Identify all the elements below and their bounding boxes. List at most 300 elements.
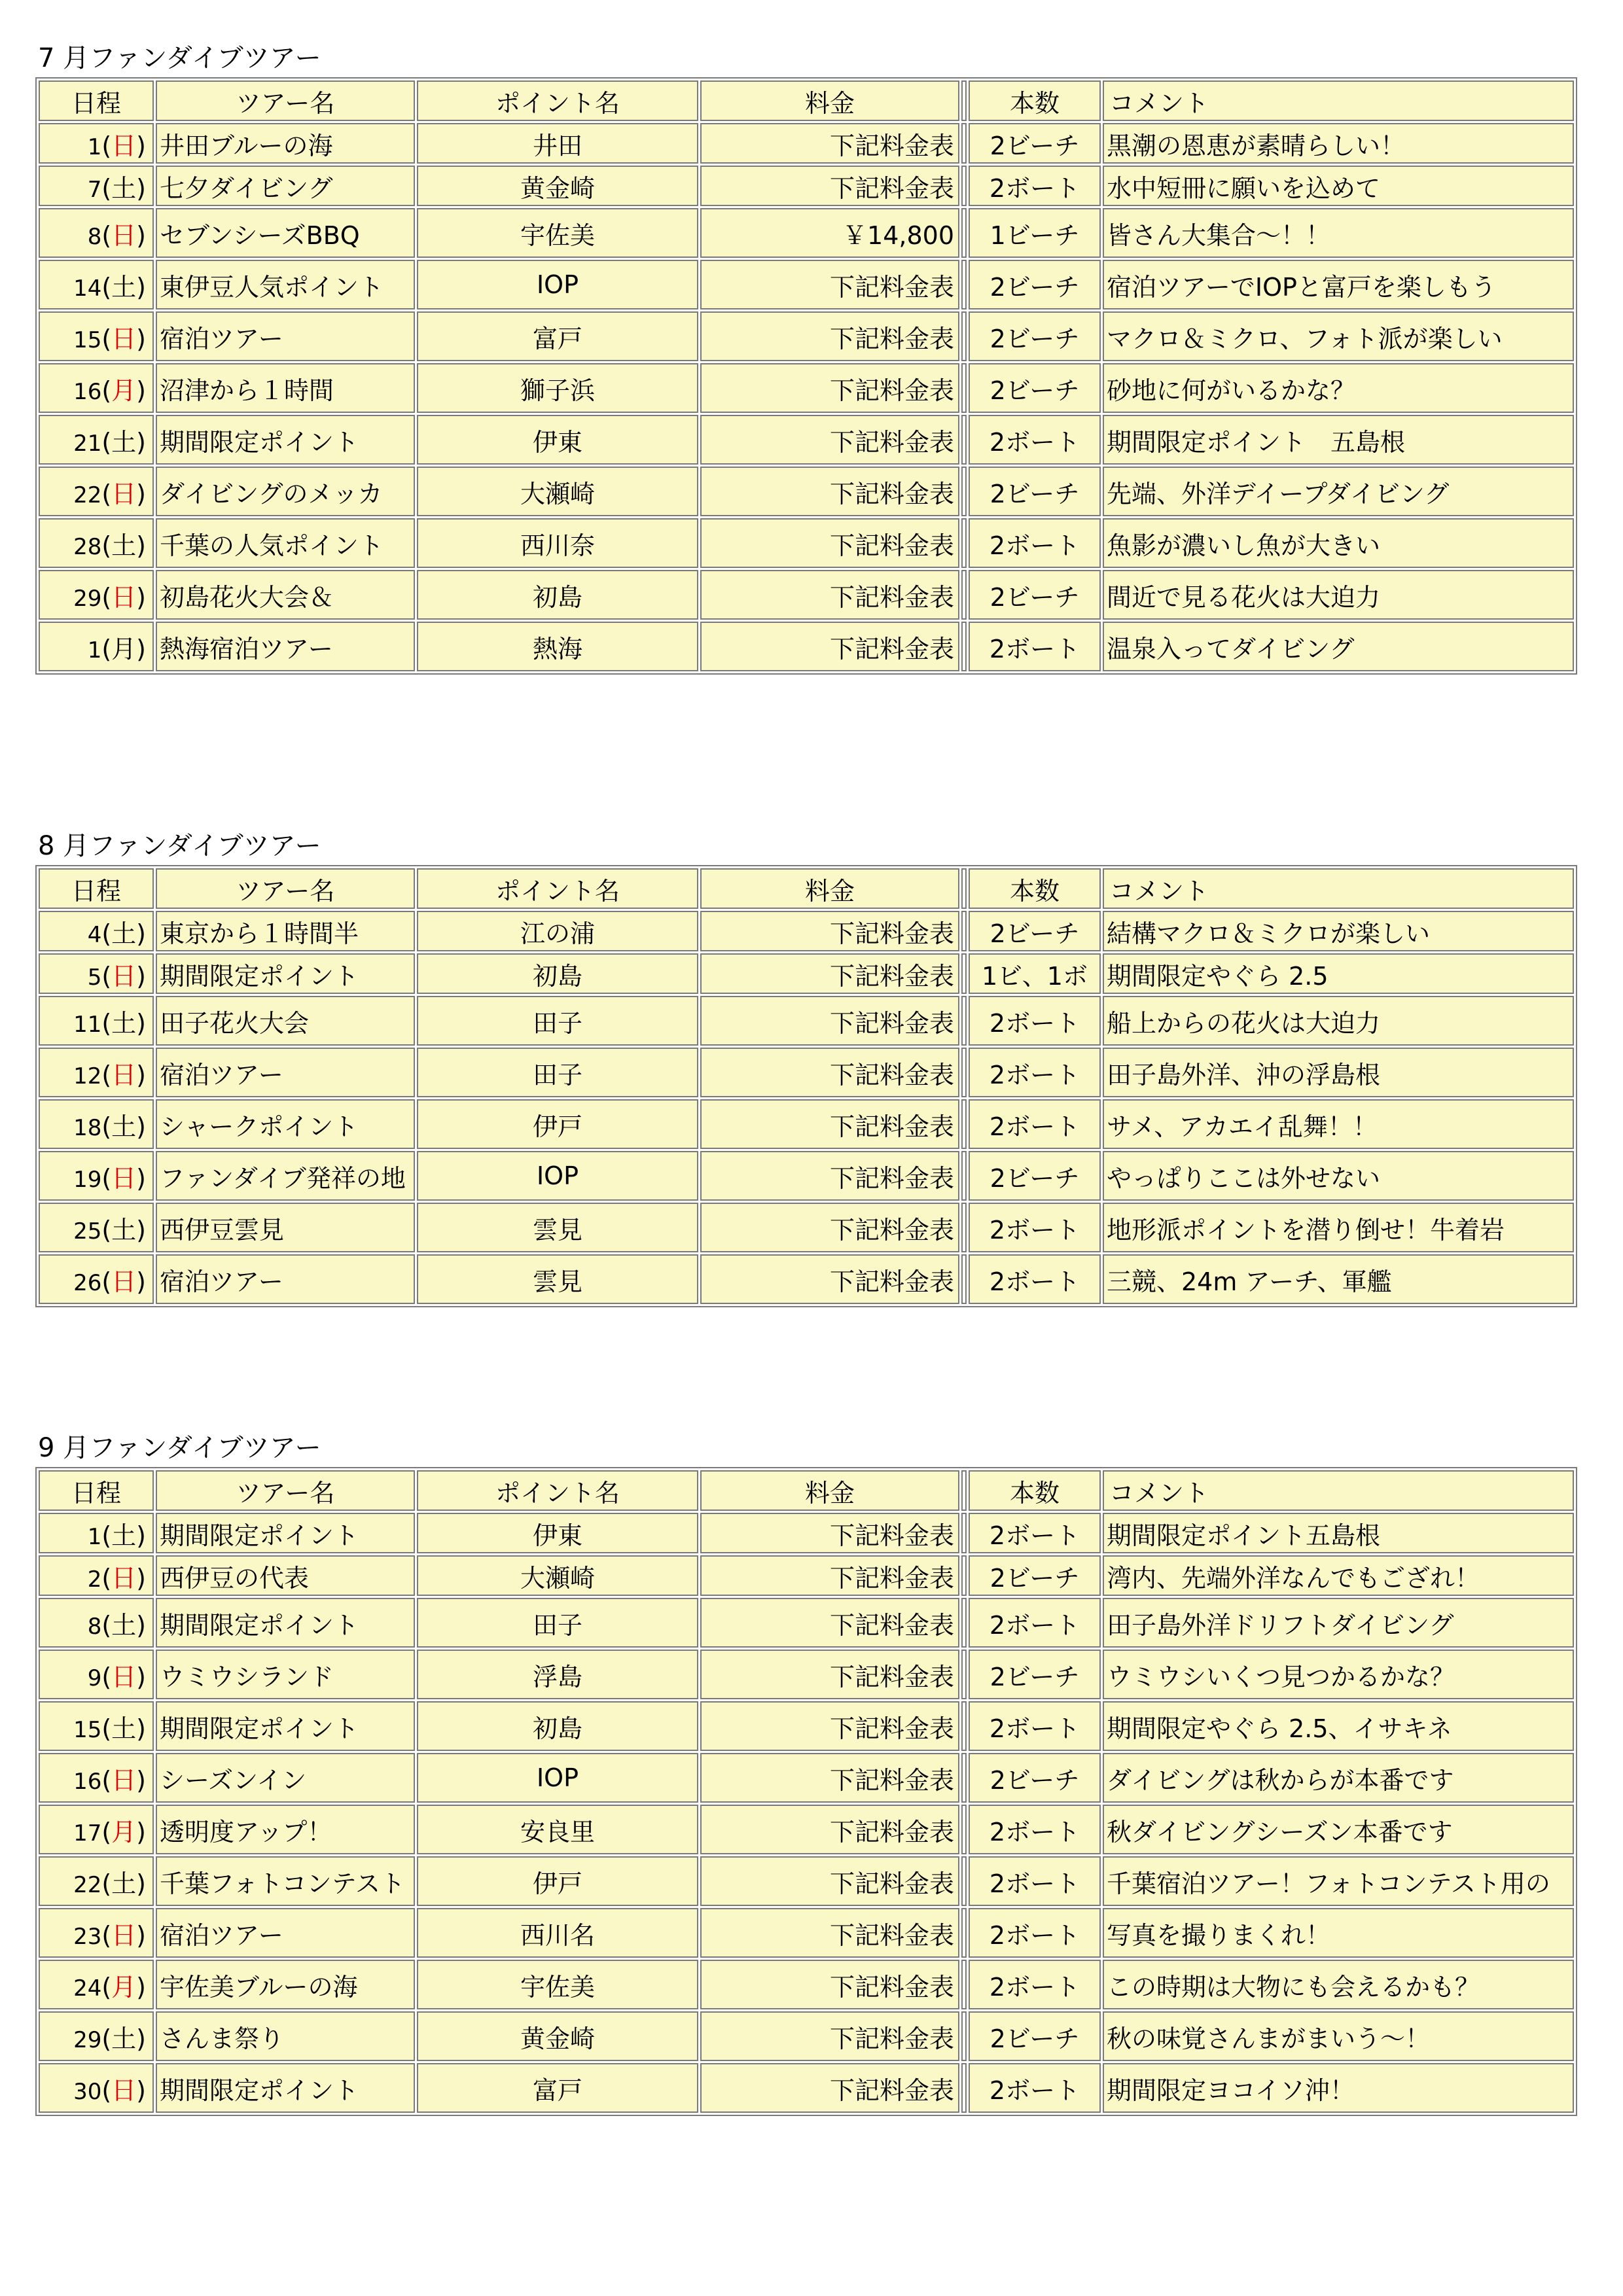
tour-name-cell: 初島花火大会＆ — [156, 570, 415, 620]
price-cell: 下記料金表 — [700, 1048, 959, 1097]
date-cell: 26(日) — [39, 1254, 154, 1304]
dives-cell: 2ボート — [969, 1805, 1101, 1854]
dives-cell: 2ビーチ — [969, 570, 1101, 620]
table-row — [39, 123, 1574, 164]
price-cell: 下記料金表 — [700, 1650, 959, 1699]
september-section — [37, 1429, 1578, 2116]
table-body — [39, 911, 1574, 1304]
comment-cell: マクロ＆ミクロ、フォト派が楽しい — [1103, 311, 1574, 361]
column-separator — [961, 1856, 967, 1906]
date-cell: 15(土) — [39, 1701, 154, 1751]
tour-name-cell: 井田ブルーの海 — [156, 123, 415, 164]
table-row — [39, 1908, 1574, 1958]
tour-name-cell: 西伊豆雲見 — [156, 1203, 415, 1252]
day-number: 23 — [73, 1923, 102, 1950]
weekday: 月 — [111, 376, 137, 405]
tour-name-cell: 田子花火大会 — [156, 996, 415, 1046]
weekday: 日 — [111, 1765, 137, 1795]
price-cell: 下記料金表 — [700, 1598, 959, 1648]
price-cell: 下記料金表 — [700, 518, 959, 568]
column-separator — [961, 1513, 967, 1553]
date-cell: 11(土) — [39, 996, 154, 1046]
column-separator — [961, 996, 967, 1046]
day-number: 29 — [73, 585, 102, 612]
table-row — [39, 1254, 1574, 1304]
day-number: 30 — [73, 2078, 102, 2105]
dives-cell: 2ボート — [969, 1254, 1101, 1304]
dives-cell: 2ボート — [969, 1856, 1101, 1906]
tour-table — [35, 77, 1577, 675]
comment-cell: 水中短冊に願いを込めて — [1103, 166, 1574, 206]
header-date: 日程 — [39, 1470, 154, 1511]
header-dives: 本数 — [969, 1470, 1101, 1511]
header-tour: ツアー名 — [156, 868, 415, 909]
price-cell: 下記料金表 — [700, 415, 959, 465]
price-cell: 下記料金表 — [700, 622, 959, 671]
header-dives: 本数 — [969, 868, 1101, 909]
price-cell: 下記料金表 — [700, 166, 959, 206]
tour-name-cell: ファンダイブ発祥の地 — [156, 1151, 415, 1201]
date-cell: 7(土) — [39, 166, 154, 206]
point-name-cell: 宇佐美 — [417, 208, 698, 258]
table-row — [39, 208, 1574, 258]
weekday: 土 — [111, 1610, 137, 1640]
table-row — [39, 622, 1574, 671]
dives-cell: 2ビーチ — [969, 311, 1101, 361]
column-separator — [961, 1470, 967, 1511]
point-name-cell: 雲見 — [417, 1254, 698, 1304]
price-cell: 下記料金表 — [700, 2063, 959, 2113]
august-section — [37, 827, 1578, 1307]
table-row — [39, 570, 1574, 620]
dives-cell: 2ボート — [969, 1099, 1101, 1149]
dives-cell: 2ボート — [969, 1701, 1101, 1751]
date-cell: 8(日) — [39, 208, 154, 258]
date-cell: 14(土) — [39, 260, 154, 309]
comment-cell: 期間限定やぐら 2.5 — [1103, 953, 1574, 994]
table-row — [39, 996, 1574, 1046]
point-name-cell: 西川奈 — [417, 518, 698, 568]
day-number: 28 — [73, 533, 102, 560]
day-number: 1 — [87, 133, 102, 160]
column-separator — [961, 123, 967, 164]
dives-cell: 2ボート — [969, 622, 1101, 671]
table-row — [39, 518, 1574, 568]
dives-cell: 2ボート — [969, 996, 1101, 1046]
tour-name-cell: ウミウシランド — [156, 1650, 415, 1699]
price-cell: 下記料金表 — [700, 1805, 959, 1854]
comment-cell: 秋ダイビングシーズン本番です — [1103, 1805, 1574, 1854]
dives-cell: 1ビ、1ボ — [969, 953, 1101, 994]
comment-cell: 湾内、先端外洋なんでもござれ！ — [1103, 1555, 1574, 1596]
comment-cell: 田子島外洋ドリフトダイビング — [1103, 1598, 1574, 1648]
comment-cell: 地形派ポイントを潜り倒せ！牛着岩 — [1103, 1203, 1574, 1252]
weekday: 土 — [111, 427, 137, 457]
tour-name-cell: 期間限定ポイント — [156, 1513, 415, 1553]
weekday: 土 — [111, 2024, 137, 2053]
table-row — [39, 1650, 1574, 1699]
date-cell: 8(土) — [39, 1598, 154, 1648]
price-cell: 下記料金表 — [700, 1753, 959, 1803]
dives-cell: 2ボート — [969, 1908, 1101, 1958]
tour-name-cell: 宿泊ツアー — [156, 1254, 415, 1304]
header-date: 日程 — [39, 80, 154, 121]
column-separator — [961, 2011, 967, 2061]
weekday: 日 — [111, 1163, 137, 1193]
dives-cell: 1ビーチ — [969, 208, 1101, 258]
comment-cell: やっぱりここは外せない — [1103, 1151, 1574, 1201]
price-cell: 下記料金表 — [700, 123, 959, 164]
comment-cell: ウミウシいくつ見つかるかな？ — [1103, 1650, 1574, 1699]
weekday: 日 — [111, 131, 137, 160]
weekday: 土 — [111, 1521, 137, 1550]
point-name-cell: 熱海 — [417, 622, 698, 671]
column-separator — [961, 166, 967, 206]
comment-cell: 田子島外洋、沖の浮島根 — [1103, 1048, 1574, 1097]
table-row — [39, 311, 1574, 361]
dives-cell: 2ビーチ — [969, 363, 1101, 413]
point-name-cell: 黄金崎 — [417, 166, 698, 206]
weekday: 日 — [111, 1060, 137, 1089]
table-row — [39, 953, 1574, 994]
header-comment: コメント — [1103, 80, 1574, 121]
comment-cell: 船上からの花火は大迫力 — [1103, 996, 1574, 1046]
point-name-cell: 宇佐美 — [417, 1960, 698, 2009]
point-name-cell: 伊戸 — [417, 1099, 698, 1149]
point-name-cell: 初島 — [417, 1701, 698, 1751]
weekday: 日 — [111, 1267, 137, 1296]
date-cell: 18(土) — [39, 1099, 154, 1149]
header-comment: コメント — [1103, 868, 1574, 909]
price-cell: 下記料金表 — [700, 363, 959, 413]
point-name-cell: 伊東 — [417, 1513, 698, 1553]
header-price: 料金 — [700, 1470, 959, 1511]
tour-name-cell: 宇佐美ブルーの海 — [156, 1960, 415, 2009]
dives-cell: 2ボート — [969, 2063, 1101, 2113]
comment-cell: 三競、24m アーチ、軍艦 — [1103, 1254, 1574, 1304]
column-separator — [961, 570, 967, 620]
tour-name-cell: 千葉の人気ポイント — [156, 518, 415, 568]
date-cell: 16(月) — [39, 363, 154, 413]
day-number: 1 — [87, 1523, 102, 1550]
day-number: 14 — [73, 275, 102, 302]
table-row — [39, 1598, 1574, 1648]
tour-name-cell: 透明度アップ！ — [156, 1805, 415, 1854]
date-cell: 1(土) — [39, 1513, 154, 1553]
header-dives: 本数 — [969, 80, 1101, 121]
day-number: 15 — [73, 327, 102, 353]
comment-cell: 期間限定ポイント 五島根 — [1103, 415, 1574, 465]
day-number: 17 — [73, 1820, 102, 1846]
table-row — [39, 1555, 1574, 1596]
day-number: 24 — [73, 1975, 102, 2002]
table-row — [39, 1960, 1574, 2009]
comment-cell: 魚影が濃いし魚が大きい — [1103, 518, 1574, 568]
tour-name-cell: 期間限定ポイント — [156, 415, 415, 465]
tour-name-cell: シーズンイン — [156, 1753, 415, 1803]
point-name-cell: IOP — [417, 260, 698, 309]
column-separator — [961, 1805, 967, 1854]
point-name-cell: 井田 — [417, 123, 698, 164]
point-name-cell: 大瀬崎 — [417, 467, 698, 516]
weekday: 月 — [111, 1972, 137, 2002]
column-separator — [961, 363, 967, 413]
point-name-cell: 黄金崎 — [417, 2011, 698, 2061]
tour-name-cell: 沼津から１時間 — [156, 363, 415, 413]
date-cell: 5(日) — [39, 953, 154, 994]
column-separator — [961, 911, 967, 951]
day-number: 26 — [73, 1269, 102, 1296]
dives-cell: 2ボート — [969, 415, 1101, 465]
table-header-row — [39, 80, 1574, 121]
price-cell: ￥14,800 — [700, 208, 959, 258]
price-cell: 下記料金表 — [700, 467, 959, 516]
table-row — [39, 1048, 1574, 1097]
column-separator — [961, 467, 967, 516]
table-row — [39, 1513, 1574, 1553]
price-cell: 下記料金表 — [700, 1254, 959, 1304]
tour-table — [35, 1467, 1577, 2116]
point-name-cell: 伊東 — [417, 415, 698, 465]
dives-cell: 2ボート — [969, 1203, 1101, 1252]
tour-name-cell: 期間限定ポイント — [156, 1598, 415, 1648]
header-comment: コメント — [1103, 1470, 1574, 1511]
price-cell: 下記料金表 — [700, 260, 959, 309]
dives-cell: 2ボート — [969, 518, 1101, 568]
column-separator — [961, 868, 967, 909]
price-cell: 下記料金表 — [700, 2011, 959, 2061]
date-cell: 2(日) — [39, 1555, 154, 1596]
day-number: 22 — [73, 482, 102, 508]
point-name-cell: IOP — [417, 1151, 698, 1201]
column-separator — [961, 260, 967, 309]
point-name-cell: 安良里 — [417, 1805, 698, 1854]
weekday: 土 — [111, 1714, 137, 1743]
column-separator — [961, 1960, 967, 2009]
tour-name-cell: 千葉フォトコンテスト — [156, 1856, 415, 1906]
column-separator — [961, 311, 967, 361]
tour-name-cell: 期間限定ポイント — [156, 2063, 415, 2113]
table-row — [39, 2063, 1574, 2113]
header-price: 料金 — [700, 80, 959, 121]
weekday: 土 — [111, 1008, 137, 1038]
day-number: 18 — [73, 1114, 102, 1141]
date-cell: 22(日) — [39, 467, 154, 516]
date-cell: 21(土) — [39, 415, 154, 465]
dives-cell: 2ボート — [969, 166, 1101, 206]
column-separator — [961, 1598, 967, 1648]
column-separator — [961, 2063, 967, 2113]
weekday: 土 — [111, 531, 137, 560]
comment-cell: 期間限定やぐら 2.5、イサキネ — [1103, 1701, 1574, 1751]
comment-cell: 期間限定ヨコイソ沖！ — [1103, 2063, 1574, 2113]
comment-cell: 期間限定ポイント五島根 — [1103, 1513, 1574, 1553]
point-name-cell: 浮島 — [417, 1650, 698, 1699]
tour-name-cell: シャークポイント — [156, 1099, 415, 1149]
header-point: ポイント名 — [417, 868, 698, 909]
tour-name-cell: 期間限定ポイント — [156, 1701, 415, 1751]
weekday: 土 — [111, 1112, 137, 1141]
table-body — [39, 1513, 1574, 2113]
day-number: 29 — [73, 2026, 102, 2053]
day-number: 1 — [87, 637, 102, 663]
weekday: 月 — [111, 634, 137, 663]
tour-name-cell: 宿泊ツアー — [156, 1908, 415, 1958]
column-separator — [961, 953, 967, 994]
table-header-row — [39, 1470, 1574, 1511]
weekday: 日 — [111, 1662, 137, 1691]
price-cell: 下記料金表 — [700, 1513, 959, 1553]
point-name-cell: 大瀬崎 — [417, 1555, 698, 1596]
price-cell: 下記料金表 — [700, 311, 959, 361]
column-separator — [961, 1203, 967, 1252]
price-cell: 下記料金表 — [700, 953, 959, 994]
table-row — [39, 1099, 1574, 1149]
day-number: 11 — [73, 1011, 102, 1038]
point-name-cell: 江の浦 — [417, 911, 698, 951]
price-cell: 下記料金表 — [700, 1151, 959, 1201]
point-name-cell: 田子 — [417, 1048, 698, 1097]
price-cell: 下記料金表 — [700, 996, 959, 1046]
column-separator — [961, 1701, 967, 1751]
weekday: 土 — [111, 1869, 137, 1898]
column-separator — [961, 415, 967, 465]
date-cell: 24(月) — [39, 1960, 154, 2009]
price-cell: 下記料金表 — [700, 1701, 959, 1751]
day-number: 12 — [73, 1063, 102, 1089]
price-cell: 下記料金表 — [700, 1203, 959, 1252]
tour-name-cell: 宿泊ツアー — [156, 311, 415, 361]
day-number: 7 — [87, 176, 102, 203]
header-point: ポイント名 — [417, 1470, 698, 1511]
date-cell: 19(日) — [39, 1151, 154, 1201]
price-cell: 下記料金表 — [700, 570, 959, 620]
tour-name-cell: 期間限定ポイント — [156, 953, 415, 994]
comment-cell: 先端、外洋デイープダイビング — [1103, 467, 1574, 516]
tour-name-cell: セブンシーズBBQ — [156, 208, 415, 258]
date-cell: 9(日) — [39, 1650, 154, 1699]
day-number: 8 — [87, 1613, 102, 1640]
column-separator — [961, 1151, 967, 1201]
dives-cell: 2ビーチ — [969, 1650, 1101, 1699]
table-row — [39, 166, 1574, 206]
table-row — [39, 911, 1574, 951]
table-row — [39, 1805, 1574, 1854]
point-name-cell: 初島 — [417, 570, 698, 620]
july-section — [37, 39, 1578, 675]
date-cell: 22(土) — [39, 1856, 154, 1906]
comment-cell: 黒潮の恩恵が素晴らしい！ — [1103, 123, 1574, 164]
table-row — [39, 260, 1574, 309]
price-cell: 下記料金表 — [700, 1099, 959, 1149]
date-cell: 16(日) — [39, 1753, 154, 1803]
dives-cell: 2ビーチ — [969, 1555, 1101, 1596]
weekday: 日 — [111, 961, 137, 991]
tour-name-cell: 宿泊ツアー — [156, 1048, 415, 1097]
column-separator — [961, 1099, 967, 1149]
column-separator — [961, 1555, 967, 1596]
day-number: 9 — [87, 1665, 102, 1691]
point-name-cell: 田子 — [417, 1598, 698, 1648]
tour-name-cell: 西伊豆の代表 — [156, 1555, 415, 1596]
day-number: 25 — [73, 1218, 102, 1245]
day-number: 8 — [87, 223, 102, 250]
tour-name-cell: 七夕ダイビング — [156, 166, 415, 206]
tour-name-cell: 東京から１時間半 — [156, 911, 415, 951]
weekday: 土 — [111, 272, 137, 302]
point-name-cell: IOP — [417, 1753, 698, 1803]
tour-name-cell: ダイビングのメッカ — [156, 467, 415, 516]
column-separator — [961, 1753, 967, 1803]
weekday: 土 — [111, 919, 137, 948]
comment-cell: 写真を撮りまくれ！ — [1103, 1908, 1574, 1958]
comment-cell: 間近で見る花火は大迫力 — [1103, 570, 1574, 620]
date-cell: 4(土) — [39, 911, 154, 951]
dives-cell: 2ボート — [969, 1598, 1101, 1648]
comment-cell: 皆さん大集合～！！ — [1103, 208, 1574, 258]
comment-cell: 砂地に何がいるかな？ — [1103, 363, 1574, 413]
day-number: 16 — [73, 378, 102, 405]
header-point: ポイント名 — [417, 80, 698, 121]
table-row — [39, 1856, 1574, 1906]
date-cell: 12(日) — [39, 1048, 154, 1097]
table-row — [39, 467, 1574, 516]
date-cell: 1(月) — [39, 622, 154, 671]
point-name-cell: 田子 — [417, 996, 698, 1046]
comment-cell: 結構マクロ＆ミクロが楽しい — [1103, 911, 1574, 951]
column-separator — [961, 80, 967, 121]
day-number: 21 — [73, 430, 102, 457]
weekday: 日 — [111, 1920, 137, 1950]
day-number: 16 — [73, 1768, 102, 1795]
dives-cell: 2ビーチ — [969, 260, 1101, 309]
tour-name-cell: 熱海宿泊ツアー — [156, 622, 415, 671]
column-separator — [961, 208, 967, 258]
date-cell: 29(日) — [39, 570, 154, 620]
table-row — [39, 1203, 1574, 1252]
dives-cell: 2ボート — [969, 1048, 1101, 1097]
column-separator — [961, 1650, 967, 1699]
comment-cell: 千葉宿泊ツアー！フォトコンテスト用の — [1103, 1856, 1574, 1906]
weekday: 日 — [111, 479, 137, 508]
weekday: 日 — [111, 2075, 137, 2105]
column-separator — [961, 518, 967, 568]
column-separator — [961, 1254, 967, 1304]
date-cell: 29(土) — [39, 2011, 154, 2061]
table-row — [39, 1701, 1574, 1751]
column-separator — [961, 622, 967, 671]
price-cell: 下記料金表 — [700, 1856, 959, 1906]
dives-cell: 2ビーチ — [969, 1151, 1101, 1201]
point-name-cell: 富戸 — [417, 2063, 698, 2113]
day-number: 19 — [73, 1166, 102, 1193]
dives-cell: 2ボート — [969, 1513, 1101, 1553]
point-name-cell: 初島 — [417, 953, 698, 994]
weekday: 日 — [111, 324, 137, 353]
weekday: 月 — [111, 1817, 137, 1846]
table-row — [39, 363, 1574, 413]
header-price: 料金 — [700, 868, 959, 909]
dives-cell: 2ビーチ — [969, 123, 1101, 164]
table-row — [39, 1151, 1574, 1201]
comment-cell: サメ、アカエイ乱舞！！ — [1103, 1099, 1574, 1149]
dives-cell: 2ボート — [969, 1960, 1101, 2009]
day-number: 22 — [73, 1871, 102, 1898]
day-number: 4 — [87, 921, 102, 948]
section-title: 8 月ファンダイブツアー — [38, 831, 321, 861]
table-header-row — [39, 868, 1574, 909]
weekday: 土 — [111, 1215, 137, 1245]
